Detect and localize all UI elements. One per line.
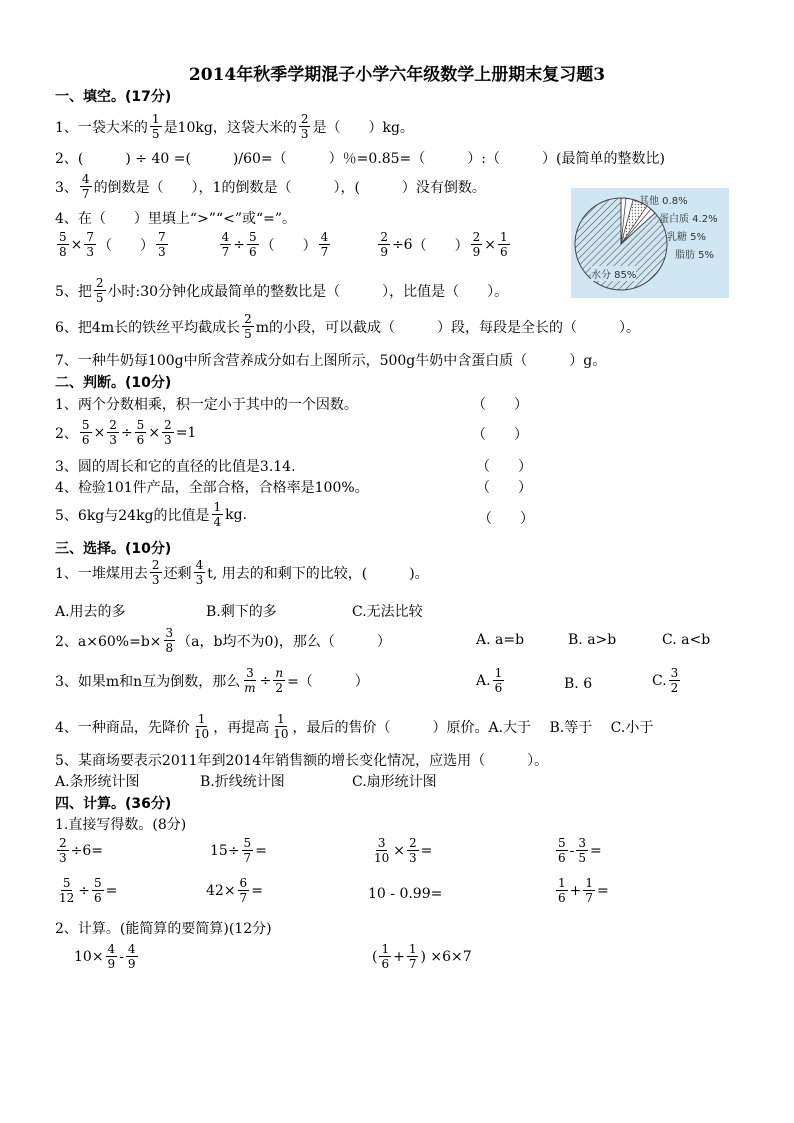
text: ( (372, 948, 378, 965)
fraction (242, 836, 254, 865)
text: 1、一堆煤用去 (55, 565, 148, 582)
text: × (70, 236, 83, 253)
choice-5-option-a[interactable]: A.条形统计图 (55, 774, 140, 790)
text: 是10kg，这袋大米的 (163, 119, 297, 136)
fraction (57, 836, 69, 865)
num: 5 (249, 230, 257, 244)
text: × (148, 424, 161, 441)
den: 2 (275, 681, 284, 695)
text: =（ ） (287, 673, 369, 690)
den: 6 (94, 891, 102, 905)
den: 9 (472, 245, 481, 259)
text: × (93, 424, 106, 441)
choice-2-option-a[interactable]: A. a=b (476, 632, 525, 648)
label-fat: 脂肪 5% (675, 250, 715, 261)
text: = (420, 842, 433, 859)
text: ÷ (259, 672, 272, 689)
text: = (251, 882, 263, 899)
den: 7 (320, 245, 329, 259)
den: 3 (195, 573, 204, 587)
choice-1-option-b[interactable]: B.剩下的多 (206, 604, 277, 620)
num: 2 (472, 230, 481, 244)
num: 4 (107, 942, 116, 956)
text: = (255, 842, 267, 859)
fraction (220, 230, 232, 259)
num: 1 (151, 112, 160, 126)
calc-expr-2 (372, 942, 472, 971)
text: ÷ (233, 236, 246, 253)
den: 10 (374, 851, 390, 865)
calc-5 (55, 876, 117, 905)
fraction (135, 418, 147, 447)
fraction (150, 112, 162, 141)
fraction (583, 876, 595, 905)
fraction (57, 230, 69, 259)
answer-blank[interactable]: （ ） (260, 237, 317, 254)
text: t, 用去的和剩下的比较，( )。 (207, 565, 429, 582)
num: 4 (221, 230, 230, 244)
fraction (273, 666, 285, 695)
fraction (192, 712, 211, 741)
judge-4: 4、检验101件产品，全部合格，合格率是100%。 (55, 480, 369, 496)
section-3-heading: 三、选择。(10分) (55, 541, 172, 557)
num: 2 (109, 418, 117, 432)
fraction (471, 230, 483, 259)
num: 7 (86, 230, 95, 244)
fraction (107, 418, 119, 447)
den: 3 (300, 127, 309, 141)
fraction (80, 418, 92, 447)
num: 4 (81, 172, 90, 186)
den: 3 (158, 245, 166, 259)
fraction (212, 500, 224, 529)
choice-1 (55, 558, 429, 587)
den: 3 (151, 573, 160, 587)
judge-3: 3、圆的周长和它的直径的比值是3.14. (55, 459, 296, 475)
judge-2-blank[interactable]: （ ） (472, 427, 528, 443)
answer-blank[interactable]: （ ） (98, 237, 155, 254)
label-water: 水分 85% (591, 266, 636, 281)
text: 3、 (55, 179, 78, 196)
choice-2 (55, 626, 391, 655)
num: 1 (381, 942, 390, 956)
num: 2 (380, 230, 388, 244)
fraction (126, 942, 138, 971)
choice-5-option-c[interactable]: C.扇形统计图 (352, 774, 437, 790)
calc-8 (554, 876, 609, 905)
fraction (164, 626, 176, 655)
text: A. (476, 672, 491, 689)
text: 15÷ (210, 842, 240, 859)
fraction (379, 942, 391, 971)
fraction (106, 942, 118, 971)
num: 1 (213, 500, 222, 514)
text: 5、6kg与24kg的比值是 (55, 507, 210, 524)
question-1-4: 4、在（ ）里填上“>”“<”或“=”。 (55, 211, 297, 227)
calc-part-1: 1.直接写得数。(8分) (55, 817, 187, 833)
num: 5 (558, 836, 566, 850)
num: 5 (136, 418, 145, 432)
den: 2 (670, 681, 679, 695)
fraction (156, 230, 168, 259)
fraction (194, 558, 206, 587)
den: 8 (59, 245, 67, 259)
judge-4-blank[interactable]: （ ） (476, 480, 532, 496)
choice-2-option-b[interactable]: B. a>b (568, 632, 617, 648)
text: 2、 (55, 425, 78, 442)
den: 8 (165, 641, 174, 655)
num: 2 (151, 558, 160, 572)
num: 3 (165, 626, 174, 640)
answer-blank[interactable]: （ ） (412, 237, 469, 254)
judge-3-blank[interactable]: （ ） (476, 459, 532, 475)
text: 1、一袋大米的 (55, 119, 148, 136)
fraction (407, 942, 419, 971)
num: 6 (239, 876, 248, 890)
label-protein: 蛋白质 4.2% (659, 214, 718, 225)
fraction (669, 666, 681, 695)
text: + (569, 882, 582, 899)
fraction (247, 230, 259, 259)
num: 4 (195, 558, 204, 572)
den: 4 (213, 515, 222, 529)
fraction (407, 836, 419, 865)
judge-1: 1、两个分数相乘，积一定小于其中的一个因数。 (55, 397, 358, 413)
page-title: 2014年秋季学期混子小学六年级数学上册期末复习题3 (188, 65, 606, 85)
text: 小时:30分钟化成最简单的整数比是（ ），比值是（ ）。 (107, 283, 509, 300)
den: 9 (380, 245, 388, 259)
num: 3 (377, 836, 386, 850)
text: + (393, 948, 405, 965)
calc-3 (370, 836, 432, 865)
text: ÷ (78, 882, 91, 899)
calc-2 (210, 836, 267, 865)
num: 4 (127, 942, 136, 956)
text: C. (652, 672, 667, 689)
den: m (244, 681, 256, 695)
num: 1 (558, 876, 566, 890)
num: 5 (81, 418, 90, 432)
fraction (80, 172, 92, 201)
question-1-6 (55, 312, 640, 341)
text: 4、一种商品，先降价 (55, 719, 190, 736)
text: 5、把 (55, 283, 92, 300)
text: ÷6 (391, 236, 413, 253)
num: 2 (244, 312, 252, 326)
text: × (484, 236, 496, 253)
den: 3 (59, 851, 67, 865)
text: m的小段，可以截成（ ）段，每段是全长的（ ）。 (255, 319, 641, 336)
question-1-3 (55, 172, 486, 201)
den: 7 (81, 187, 90, 201)
den: 12 (59, 891, 75, 905)
calc-1 (55, 836, 103, 865)
den: 3 (164, 433, 172, 447)
text: - (119, 948, 124, 965)
calc-6 (206, 876, 263, 905)
den: 3 (109, 433, 117, 447)
den: 9 (127, 957, 136, 971)
text: ) ×6×7 (420, 948, 472, 965)
choice-3-option-b[interactable]: B. 6 (564, 676, 593, 692)
fraction (576, 836, 588, 865)
choice-4 (55, 712, 653, 741)
num: 2 (409, 836, 417, 850)
num: 1 (277, 712, 285, 726)
calc-part-2: 2、计算。(能简算的要简算)(12分) (55, 921, 272, 937)
num: 1 (197, 712, 206, 726)
text: 还剩 (163, 565, 192, 582)
judge-1-blank[interactable]: （ ） (472, 397, 528, 413)
question-1-2: 2、( ) ÷ 40 =( )/60=（ ）％=0.85=（ ）:（ ）(最简单的整数比) (55, 151, 665, 167)
num: 2 (95, 276, 104, 290)
den: 5 (95, 291, 104, 305)
calc-expr-1 (74, 942, 140, 971)
text: （a，b均不为0)，那么（ ） (177, 633, 391, 650)
fraction (162, 418, 174, 447)
section-1-heading: 一、填空。(17分) (55, 89, 172, 105)
num: n (275, 666, 284, 680)
choice-5-option-b[interactable]: B.折线统计图 (200, 774, 285, 790)
fraction (84, 230, 96, 259)
den: 5 (578, 851, 587, 865)
text: =1 (175, 424, 197, 441)
num: 1 (408, 942, 417, 956)
num: 3 (670, 666, 679, 680)
num: 2 (164, 418, 172, 432)
den: 10 (273, 727, 289, 741)
compare-row (55, 230, 512, 259)
num: 1 (494, 666, 503, 680)
num: 7 (158, 230, 166, 244)
num: 1 (585, 876, 594, 890)
question-1-7: 7、一种牛奶每100g中所含营养成分如右上图所示，500g牛奶中含蛋白质（ ）g。 (55, 353, 607, 369)
text: ÷6= (70, 842, 104, 859)
fraction (299, 112, 311, 141)
num: 3 (246, 666, 254, 680)
text: = (597, 882, 609, 899)
den: 7 (243, 851, 252, 865)
text: 42× (206, 882, 236, 899)
den: 3 (409, 851, 417, 865)
fraction (556, 836, 568, 865)
den: 6 (381, 957, 390, 971)
text: = (105, 882, 118, 899)
fraction (238, 876, 250, 905)
den: 7 (239, 891, 248, 905)
judge-2 (55, 418, 196, 447)
choice-3-option-c[interactable] (652, 666, 682, 695)
den: 5 (244, 327, 252, 341)
den: 6 (136, 433, 145, 447)
fraction (242, 666, 257, 695)
choice-3-option-a[interactable] (476, 666, 506, 695)
fraction (493, 666, 505, 695)
choice-1-option-a[interactable]: A.用去的多 (55, 604, 126, 620)
section-2-heading: 二、判断。(10分) (55, 375, 172, 391)
choice-3 (55, 666, 369, 695)
fraction (57, 876, 76, 905)
num: 5 (62, 876, 71, 890)
text: 的倒数是（ ），1的倒数是（ ），( ）没有倒数。 (93, 179, 486, 196)
text: × (393, 842, 406, 859)
section-4-heading: 四、计算。(36分) (55, 796, 172, 812)
fraction (498, 230, 510, 259)
text: - (569, 842, 575, 859)
den: 6 (249, 245, 257, 259)
fraction (242, 312, 254, 341)
fraction (378, 230, 390, 259)
judge-5-blank[interactable]: （ ） (478, 511, 534, 527)
fraction (556, 876, 568, 905)
den: 7 (585, 891, 594, 905)
den: 6 (499, 245, 508, 259)
calc-4 (554, 836, 602, 865)
text: 6、把4m长的铁丝平均截成长 (55, 319, 241, 336)
den: 10 (193, 727, 210, 741)
label-other: 其他 0.8% (639, 196, 688, 207)
num: 5 (243, 836, 252, 850)
den: 3 (86, 245, 95, 259)
choice-1-option-c[interactable]: C.无法比较 (352, 604, 423, 620)
den: 7 (408, 957, 417, 971)
num: 4 (320, 230, 329, 244)
den: 6 (558, 891, 566, 905)
text: ，最后的售价（ ）原价。A.大于 B.等于 C.小于 (292, 719, 654, 736)
den: 9 (107, 957, 116, 971)
judge-5 (55, 500, 247, 529)
num: 5 (94, 876, 102, 890)
choice-2-option-c[interactable]: C. a<b (662, 632, 711, 648)
num: 5 (59, 230, 67, 244)
num: 2 (300, 112, 309, 126)
text: = (590, 842, 602, 859)
text: kg. (225, 506, 248, 523)
text: 2、a×60%=b× (55, 633, 162, 650)
fraction (372, 836, 391, 865)
text: 10× (74, 948, 104, 965)
question-1-5 (55, 276, 508, 305)
den: 6 (558, 851, 566, 865)
num: 1 (499, 230, 508, 244)
text: ，再提高 (213, 719, 270, 736)
num: 2 (59, 836, 67, 850)
fraction (150, 558, 162, 587)
den: 6 (81, 433, 90, 447)
fraction (94, 276, 106, 305)
text: ÷ (120, 424, 133, 441)
den: 5 (151, 127, 160, 141)
choice-5: 5、某商场要表示2011年到2014年销售额的增长变化情况，应选用（ ）。 (55, 753, 549, 769)
den: 6 (494, 681, 503, 695)
text: 3、如果m和n互为倒数，那么 (55, 673, 241, 690)
den: 7 (221, 245, 230, 259)
label-lactose: 乳糖 5% (667, 232, 707, 243)
fraction (92, 876, 104, 905)
calc-7: 10 - 0.99= (368, 886, 443, 902)
fraction (319, 230, 331, 259)
fraction (271, 712, 290, 741)
num: 3 (578, 836, 587, 850)
nutrition-pie-chart (571, 188, 729, 298)
text: 是（ ）kg。 (312, 119, 414, 136)
question-1-1 (55, 112, 414, 141)
